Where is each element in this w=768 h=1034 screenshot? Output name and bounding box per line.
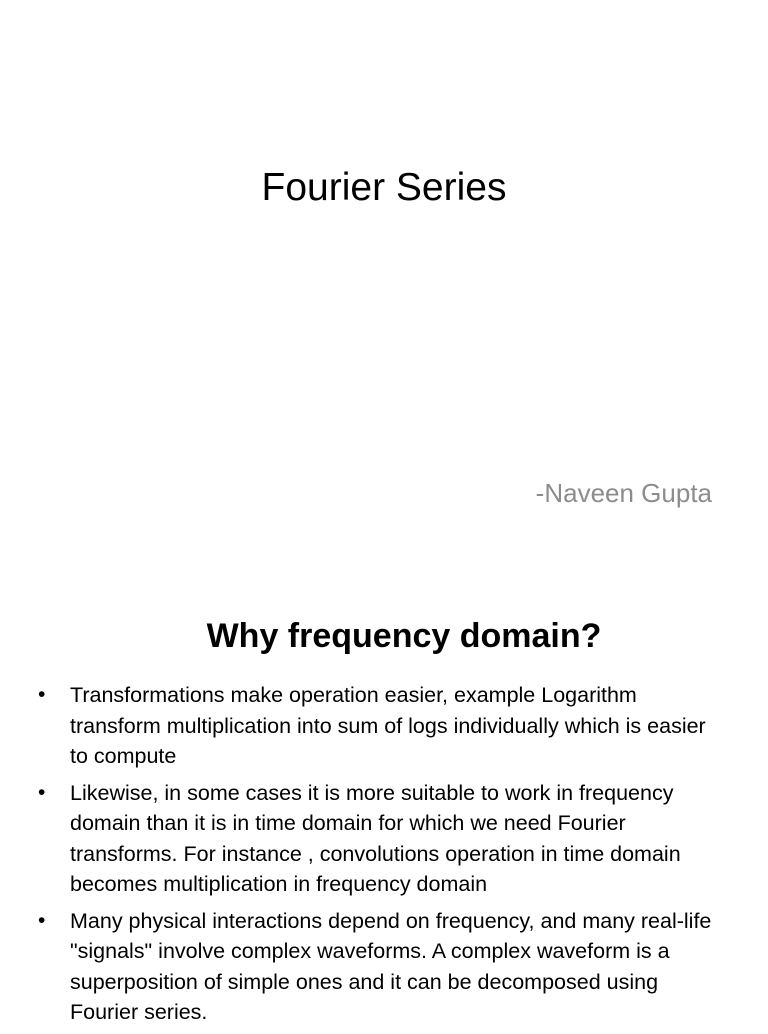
bullet-text: Likewise, in some cases it is more suitable to work in frequency domain than it is in time domain for which we need Fourier transforms. For instance , convolutions operation in time domain becomes multiplication in frequency domain [70,780,681,896]
slide-title: Fourier Series [261,166,507,209]
bullet-icon: • [38,683,46,706]
slide-heading: Why frequency domain? [206,617,602,655]
author-name: -Naveen Gupta [535,478,712,508]
content-slide [0,576,768,1024]
bullet-icon: • [38,780,46,804]
bullet-text: Many physical interactions depend on frequency, and many real-life "signals" involve complex waveforms. A complex waveform is a superposition of simple ones and it can be decomposed using Fourier series. [70,908,712,1024]
bullet-item [38,906,728,1028]
bullet-list [38,680,728,1034]
bullet-icon: • [38,908,46,932]
bullet-text: Transformations make operation easier, example Logarithm transform multiplication into sum of logs individually which is easier to compute [70,683,706,768]
bullet-item [38,778,728,900]
bullet-item [38,680,728,772]
